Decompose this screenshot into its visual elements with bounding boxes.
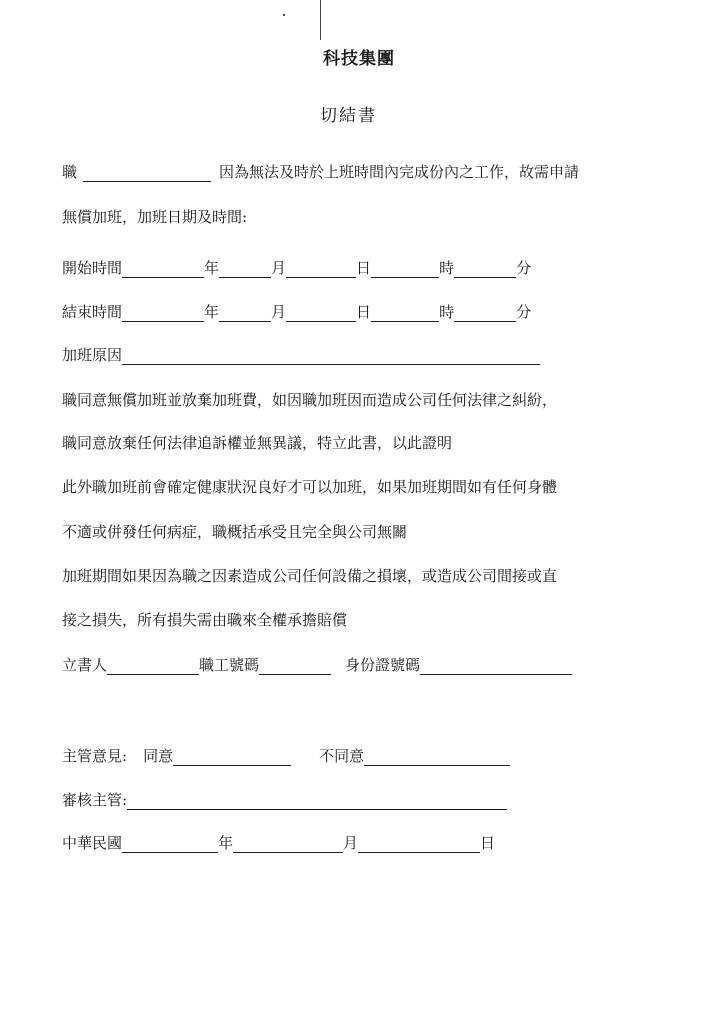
agree-label: 同意 (143, 747, 174, 765)
end-day-label: 日 (356, 303, 372, 321)
reason-label: 加班原因 (62, 346, 123, 364)
intro-prefix: 職 (62, 163, 78, 181)
intro-text-1: 因為無法及時於上班時間內完成份內之工作，故需申請 (219, 163, 580, 181)
start-hour-label: 時 (439, 259, 455, 277)
intro-line-2: 無償加班，加班日期及時間: (62, 208, 248, 226)
start-hour-blank[interactable] (371, 263, 439, 278)
disagree-blank[interactable] (364, 751, 510, 766)
end-day-blank[interactable] (286, 307, 356, 322)
end-month-label: 月 (271, 303, 287, 321)
date-month-label: 月 (343, 834, 359, 852)
employee-no-blank[interactable] (259, 660, 331, 675)
intro-line-1 (62, 162, 579, 182)
roc-label: 中華民國 (62, 834, 123, 852)
date-day-blank[interactable] (358, 838, 480, 853)
clause-line-1: 職同意無償加班並放棄加班費，如因職加班因而造成公司任何法律之糾紛， (62, 391, 558, 409)
start-time-label: 開始時間 (62, 259, 123, 277)
reason-blank[interactable] (122, 350, 540, 365)
end-year-label: 年 (204, 303, 220, 321)
opinion-label: 主管意見: (62, 747, 128, 765)
end-time-label: 結束時間 (62, 303, 123, 321)
date-year-label: 年 (218, 834, 234, 852)
disagree-label: 不同意 (319, 747, 365, 765)
id-no-blank[interactable] (420, 660, 572, 675)
end-time-row (62, 302, 531, 322)
signature-row (62, 655, 572, 675)
clause-line-5: 加班期間如果因為職之因素造成公司任何設備之損壞，或造成公司間接或直 (62, 567, 558, 585)
start-day-blank[interactable] (286, 263, 356, 278)
start-time-row (62, 258, 531, 278)
start-month-blank[interactable] (219, 263, 271, 278)
signer-label: 立書人 (62, 656, 108, 674)
reviewer-label: 審核主管: (62, 791, 128, 809)
end-minute-label: 分 (516, 303, 532, 321)
start-minute-blank[interactable] (454, 263, 516, 278)
scan-dot (283, 14, 285, 16)
clause-line-4: 不適或併發任何病症，職概括承受且完全與公司無關 (62, 523, 408, 541)
end-year-blank[interactable] (122, 307, 204, 322)
agree-blank[interactable] (173, 751, 291, 766)
supervisor-opinion-row (62, 746, 510, 766)
date-month-blank[interactable] (233, 838, 343, 853)
scan-mark-vertical (320, 0, 321, 40)
clause-line-2: 職同意放棄任何法律追訴權並無異議，特立此書，以此證明 (62, 434, 453, 452)
start-minute-label: 分 (516, 259, 532, 277)
end-month-blank[interactable] (219, 307, 271, 322)
reviewer-blank[interactable] (127, 795, 507, 810)
end-hour-label: 時 (439, 303, 455, 321)
reviewer-row (62, 790, 507, 810)
reason-row (62, 345, 540, 365)
employee-no-label: 職工號碼 (199, 656, 260, 674)
date-day-label: 日 (480, 834, 496, 852)
start-month-label: 月 (271, 259, 287, 277)
start-year-blank[interactable] (122, 263, 204, 278)
clause-line-3: 此外職加班前會確定健康狀況良好才可以加班，如果加班期間如有任何身體 (62, 478, 558, 496)
date-year-blank[interactable] (122, 838, 218, 853)
end-minute-blank[interactable] (454, 307, 516, 322)
start-year-label: 年 (204, 259, 220, 277)
document-title: 切結書 (320, 106, 377, 126)
company-name: 科技集團 (323, 49, 395, 69)
start-day-label: 日 (356, 259, 372, 277)
date-row (62, 833, 495, 853)
signer-blank[interactable] (107, 660, 199, 675)
end-hour-blank[interactable] (371, 307, 439, 322)
name-blank[interactable] (83, 167, 211, 182)
clause-line-6: 接之損失，所有損失需由職來全權承擔賠償 (62, 611, 348, 629)
id-no-label: 身份證號碼 (345, 656, 421, 674)
